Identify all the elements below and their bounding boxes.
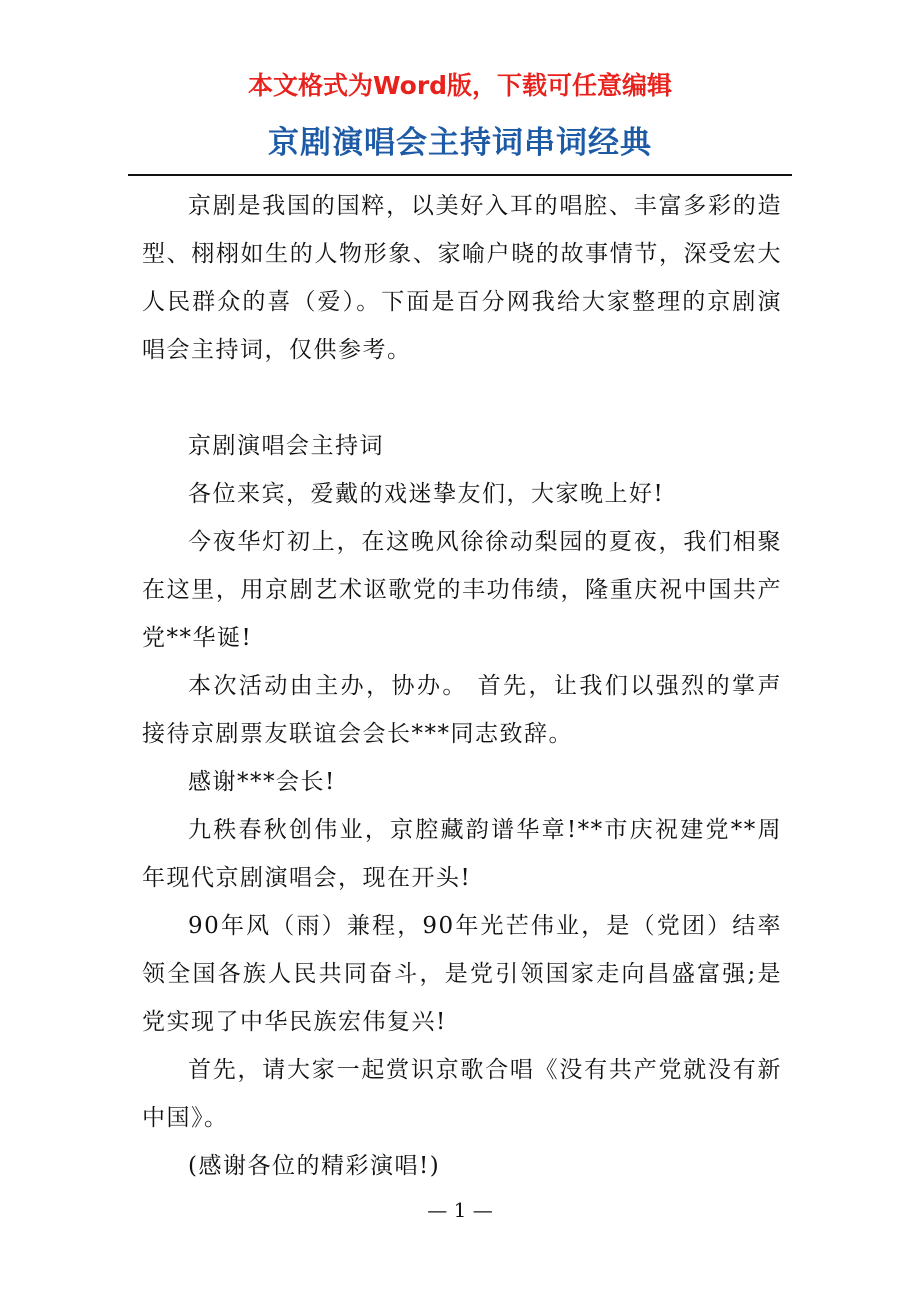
title-divider — [128, 174, 792, 176]
thanks-paragraph: 感谢***会长! — [188, 769, 336, 795]
section-heading: 京剧演唱会主持词 — [188, 433, 384, 459]
start-paragraph: 九秩春秋创伟业，京腔藏韵谱华章!**市庆祝建党**周年现代京剧演唱会，现在开头! — [142, 817, 782, 891]
greeting-paragraph: 各位来宾，爱戴的戏迷挚友们，大家晚上好! — [188, 481, 665, 507]
first-performance-paragraph: 首先，请大家一起赏识京歌合唱《没有共产党就没有新中国》。 — [142, 1057, 782, 1131]
word-format-notice: 本文格式为Word版，下载可任意编辑 — [247, 71, 673, 100]
paragraph-gap — [142, 374, 782, 422]
opening-paragraph: 今夜华灯初上，在这晚风徐徐动梨园的夏夜，我们相聚在这里，用京剧艺术讴歌党的丰功伟绩，隆重庆祝中国共产党**华诞! — [142, 529, 782, 651]
history-paragraph: 90年风（雨）兼程，90年光芒伟业，是（党团）结率领全国各族人民共同奋斗，是党引领国家走向昌盛富强;是党实现了中华民族宏伟复兴! — [142, 913, 782, 1035]
intro-paragraph: 京剧是我国的国粹，以美好入耳的唱腔、丰富多彩的造型、栩栩如生的人物形象、家喻户晓的故事情节，深受宏大人民群众的喜（爱）。下面是百分网我给大家整理的京剧演唱会主持词，仅供参考。 — [142, 193, 782, 363]
organizer-paragraph: 本次活动由主办，协办。 首先，让我们以强烈的掌声接待京剧票友联谊会会长***同志致辞。 — [142, 673, 782, 747]
document-title: 京剧演唱会主持词串词经典 — [268, 125, 652, 161]
closing-thanks-paragraph: (感谢各位的精彩演唱!) — [188, 1153, 441, 1179]
page-number: — 1 — — [427, 1198, 493, 1222]
document-body — [142, 182, 782, 1190]
